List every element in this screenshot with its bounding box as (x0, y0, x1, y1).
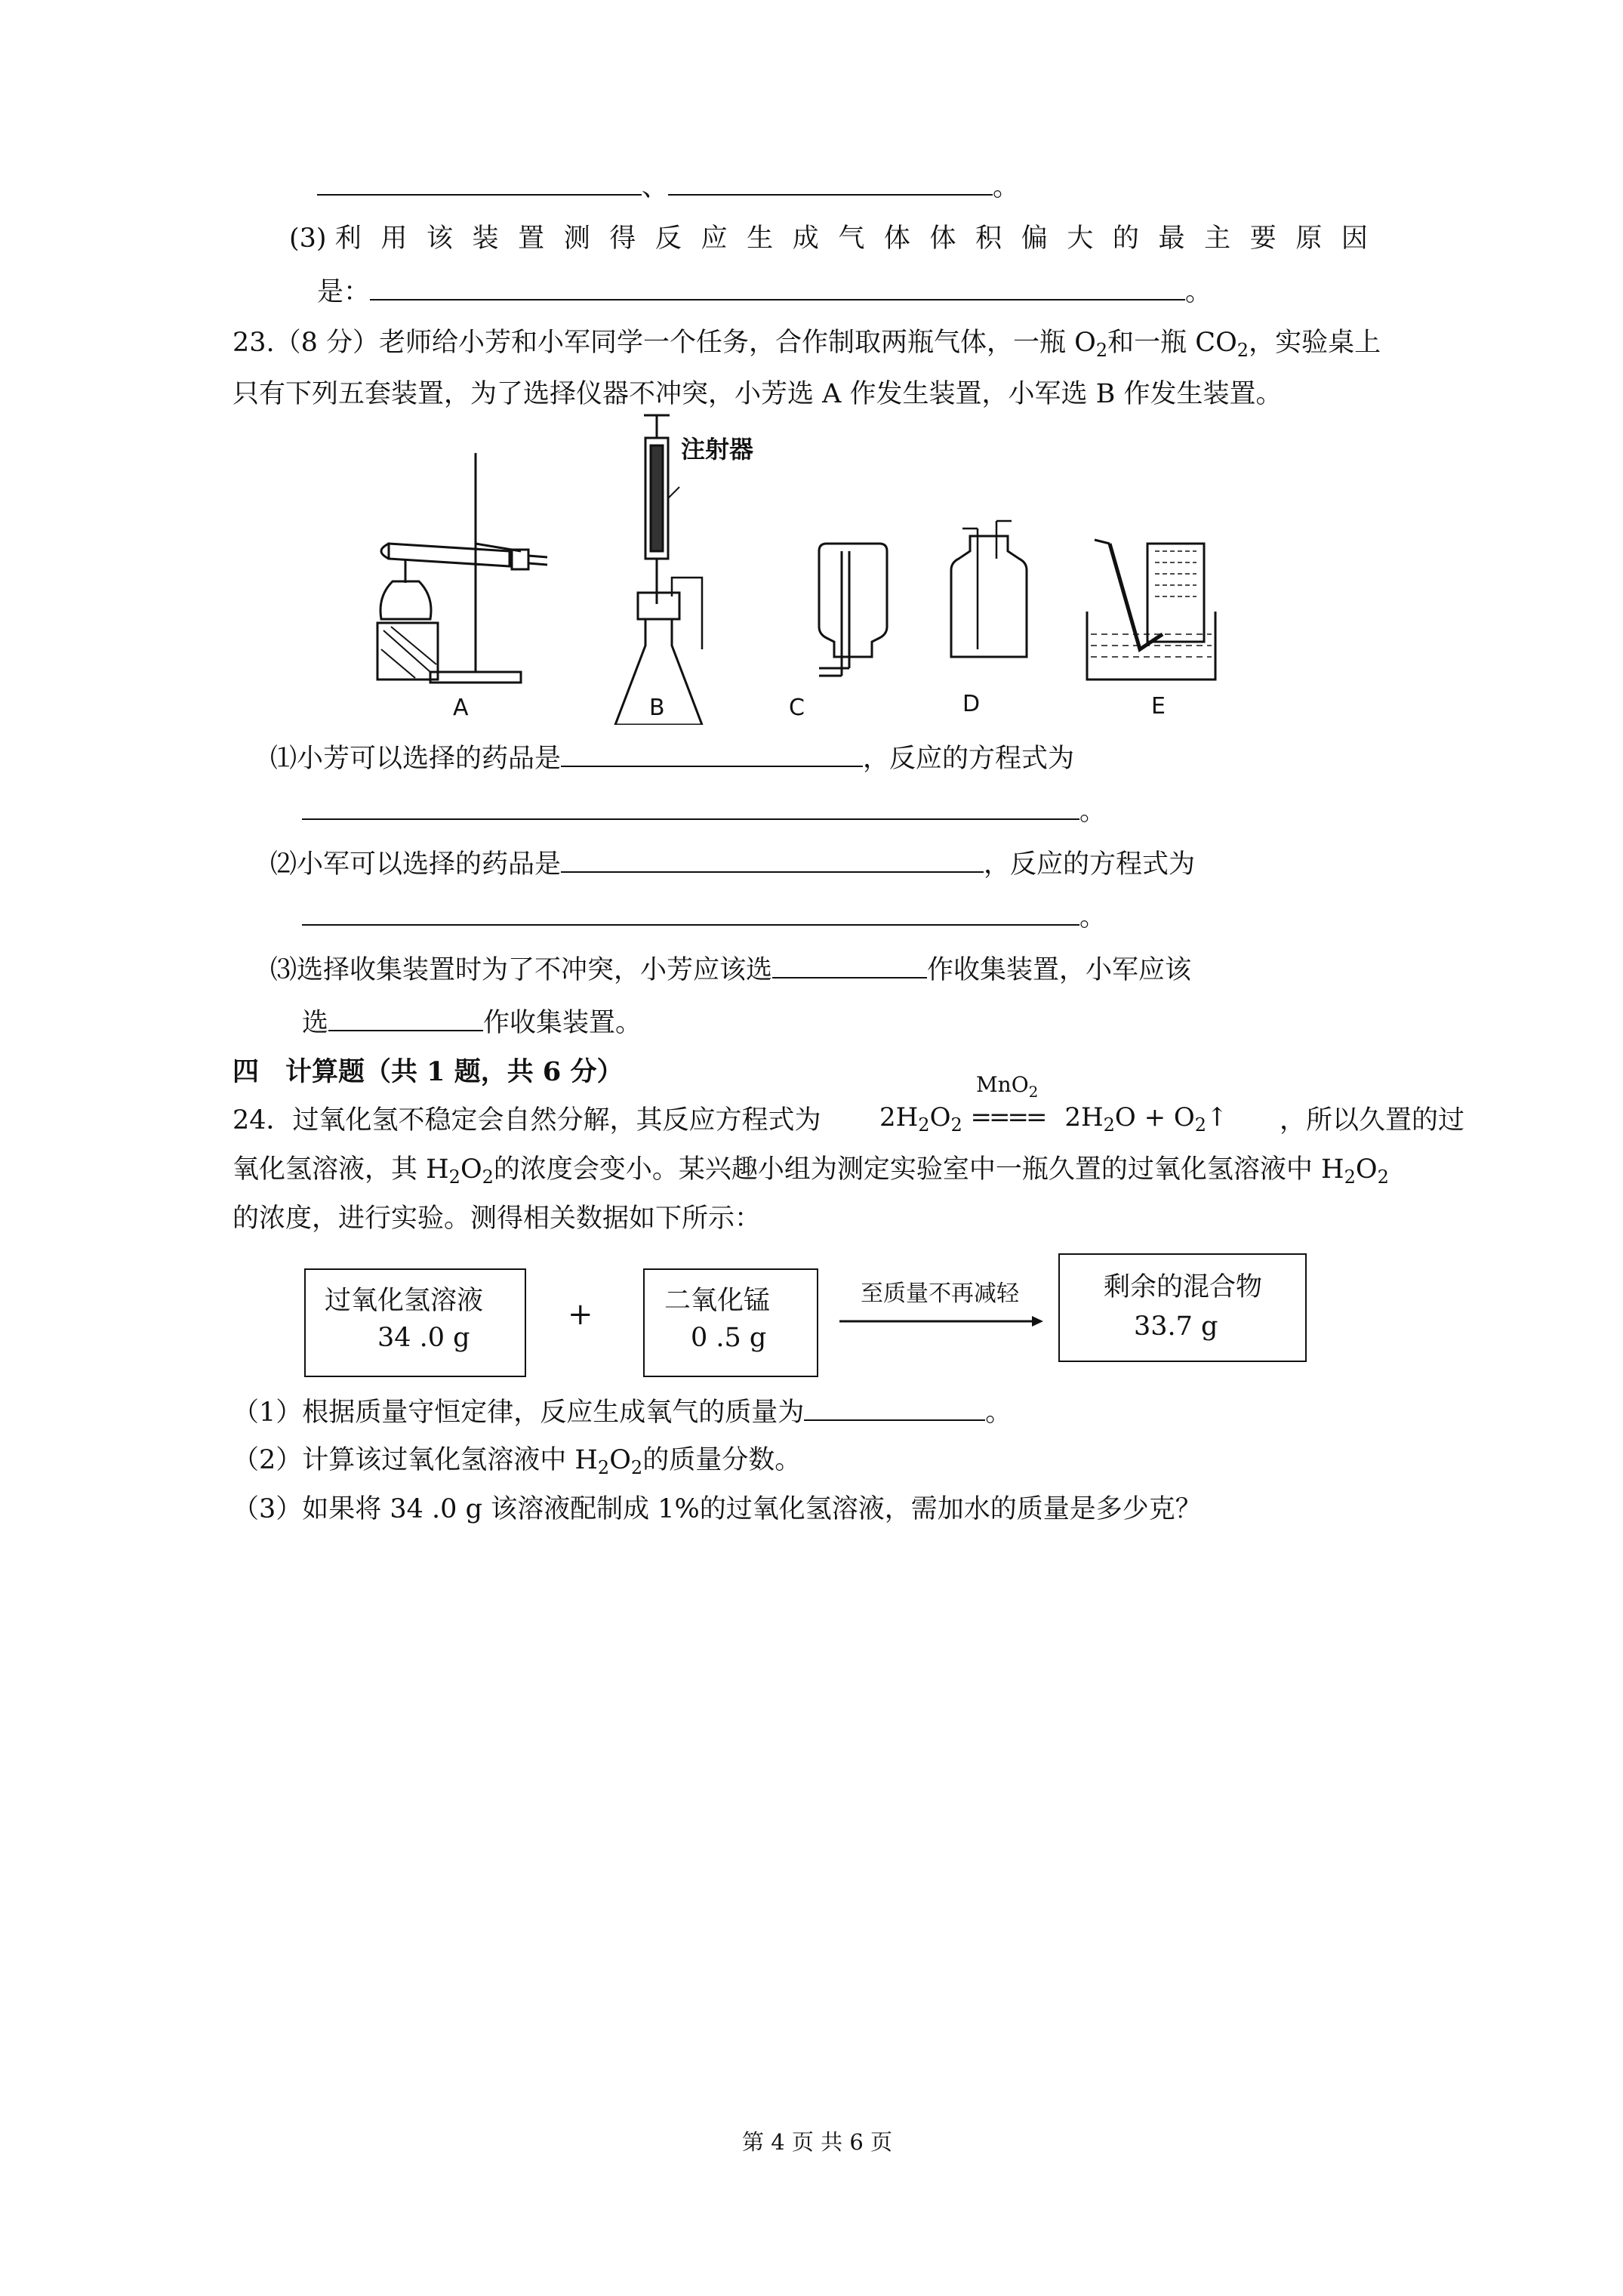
answer-blank[interactable] (302, 794, 1079, 820)
answer-blank[interactable] (328, 1006, 483, 1031)
product-mass: 33.7 g (1134, 1311, 1218, 1342)
answer-blank[interactable] (302, 900, 1079, 926)
equation-body: $2H_2O_2$ ==== $2H_2O$ + $O_2↑$ (879, 1102, 1228, 1136)
question-23-part2-cont: 。 (302, 900, 1106, 934)
question-24-line3: 的浓度，进行实验。测得相关数据如下所示： (233, 1203, 762, 1234)
question-24-line1: 24．过氧化氢不稳定会自然分解，其反应方程式为 (233, 1105, 821, 1136)
question-23-line2: 只有下列五套装置，为了选择仪器不冲突，小芳选 A 作发生装置，小军选 B 作发生装置。 (233, 379, 1283, 409)
answer-blank[interactable] (561, 847, 984, 873)
question-22-3-cont: 是： 。 (317, 275, 1212, 309)
question-23-part3: ⑶选择收集装置时为了不冲突，小芳应该选 作收集装置，小军应该 (270, 953, 1191, 987)
apparatus-label-d: D (962, 691, 981, 717)
question-24-sub1: （1）根据质量守恒定律，反应生成氧气的质量为 。 (233, 1395, 1012, 1429)
answer-line-top: 、 。 (317, 170, 1019, 204)
apparatus-figure (347, 408, 1329, 725)
question-24-sub2: （2）计算该过氧化氢溶液中 $H_2O_2$的质量分数。 (233, 1445, 802, 1478)
answer-blank[interactable] (804, 1395, 985, 1421)
apparatus-label-e: E (1151, 693, 1166, 720)
answer-blank[interactable] (668, 170, 993, 196)
apparatus-label-b: B (649, 695, 665, 721)
catalyst-name: 二氧化锰 (664, 1286, 771, 1316)
question-24-line1-end: ，所以久置的过 (1280, 1105, 1465, 1136)
syringe-label: 注射器 (681, 435, 754, 464)
plus-sign: + (568, 1297, 593, 1332)
page-footer: 第 4 页 共 6 页 (742, 2129, 892, 2155)
section-4-title: 四 计算题（共 1 题，共 6 分） (233, 1056, 624, 1087)
reactant-h2o2-mass: 34 .0 g (377, 1323, 470, 1353)
reactant-h2o2-name: 过氧化氢溶液 (325, 1286, 484, 1316)
equation-catalyst: MnO$_2$ (976, 1072, 1039, 1101)
chemical-equation (879, 1072, 1264, 1140)
apparatus-drawing (347, 408, 1329, 725)
question-23-part1-cont: 。 (302, 794, 1106, 828)
reaction-arrow (839, 1314, 1043, 1329)
apparatus-label-c: C (789, 695, 805, 721)
question-23-part3-cont: 选 作收集装置。 (302, 1006, 642, 1040)
arrow-icon (839, 1314, 1043, 1329)
question-24-line2: 氧化氢溶液，其 $H_2O_2$的浓度会变小。某兴趣小组为测定实验室中一瓶久置的过氧化氢溶液中 $H_2O_2$ (233, 1154, 1389, 1188)
answer-blank[interactable] (561, 741, 863, 767)
question-23-part1: ⑴小芳可以选择的药品是 ，反应的方程式为 (270, 741, 1074, 775)
answer-blank[interactable] (772, 953, 927, 978)
catalyst-mass: 0 .5 g (691, 1323, 767, 1353)
apparatus-label-a: A (453, 695, 469, 721)
question-23-part2: ⑵小军可以选择的药品是 ，反应的方程式为 (270, 847, 1195, 881)
question-23-line1: 23.（8 分）老师给小芳和小军同学一个任务，合作制取两瓶气体，一瓶 $O_2$和一瓶 $CO_2$，实验桌上 (233, 328, 1381, 361)
reaction-condition: 至质量不再减轻 (861, 1281, 1019, 1307)
answer-blank[interactable] (370, 275, 1185, 300)
answer-blank[interactable] (317, 170, 642, 196)
product-name: 剩余的混合物 (1104, 1272, 1263, 1302)
question-24-sub3: （3）如果将 34 .0 g 该溶液配制成 1%的过氧化氢溶液，需加水的质量是多少克？ (233, 1494, 1202, 1524)
question-22-3: (3) 利用该装置测得反应生成气体体积偏大的最主要原因 (289, 223, 1387, 254)
